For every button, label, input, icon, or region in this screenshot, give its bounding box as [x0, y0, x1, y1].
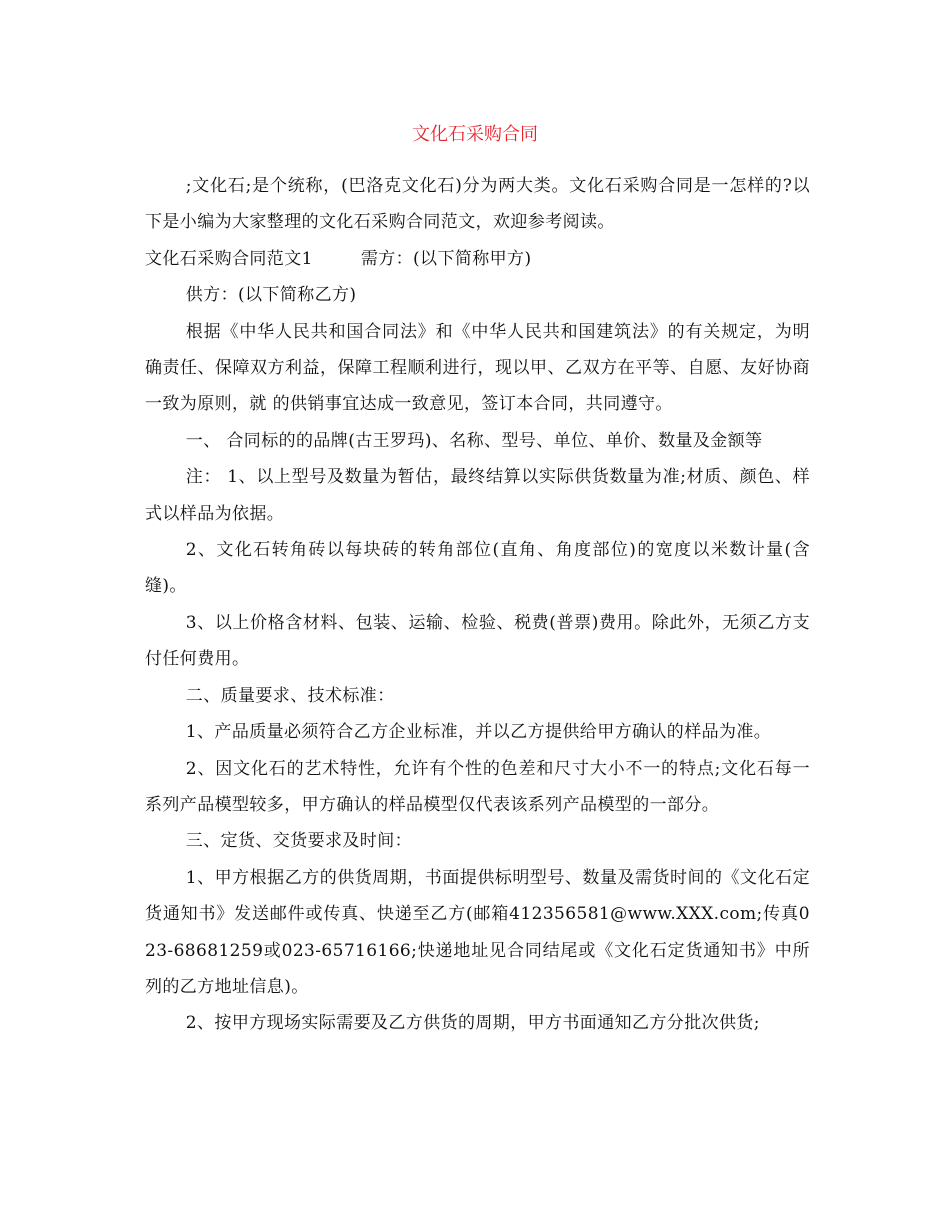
- paragraph-order-2: 2、按甲方现场实际需要及乙方供货的周期，甲方书面通知乙方分批次供货;: [185, 1013, 760, 1034]
- buyer-line: 需方：(以下简称甲方): [360, 248, 532, 269]
- paragraph-quality-2: 2、因文化石的艺术特性，允许有个性的色差和尺寸大小不一的特点;文化石每一系列产品模型较多，甲方确认的样品模型仅代表该系列产品模型的一部分。: [145, 758, 810, 815]
- intro-paragraph: ;文化石;是个统称，(巴洛克文化石)分为两大类。文化石采购合同是一怎样的?以下是小编为大家整理的文化石采购合同范文，欢迎参考阅读。: [145, 176, 810, 233]
- sample-heading: 文化石采购合同范文1: [145, 248, 313, 269]
- paragraph-quality-1: 1、产品质量必须符合乙方企业标准，并以乙方提供给甲方确认的样品为准。: [185, 722, 772, 743]
- paragraph-note-2: 2、文化石转角砖以每块砖的转角部位(直角、角度部位)的宽度以米数计量(含缝)。: [145, 540, 810, 597]
- paragraph-section-1: 一、 合同标的的品牌(古王罗玛)、名称、型号、单位、单价、数量及金额等: [185, 430, 763, 451]
- paragraph-section-3: 三、定货、交货要求及时间：: [185, 831, 412, 852]
- sample-heading-line: [145, 241, 810, 277]
- document-title: 文化石采购合同: [412, 124, 538, 145]
- paragraph-section-2: 二、质量要求、技术标准：: [185, 685, 395, 706]
- paragraph-legal-basis: 根据《中华人民共和国合同法》和《中华人民共和国建筑法》的有关规定，为明确责任、保障双方利益，保障工程顺利进行，现以甲、乙双方在平等、自愿、友好协商一致为原则，就 的供销事宜达成一致意见，签订本合同，共同遵守。: [145, 321, 810, 415]
- paragraph-note-1: 注： 1、以上型号及数量为暂估，最终结算以实际供货数量为准;材质、颜色、样式以样品为依据。: [145, 467, 810, 524]
- paragraph-note-3: 3、以上价格含材料、包装、运输、检验、税费(普票)费用。除此外，无须乙方支付任何费用。: [145, 612, 810, 670]
- paragraph-order-1: 1、甲方根据乙方的供货周期，书面提供标明型号、数量及需货时间的《文化石定货通知书》发送邮件或传真、快递至乙方(邮箱412356581@www.XXX.com;传真023-68681259或023-65716166;快递地址见合同结尾或《文化石定货通知书》中所列的乙方地址信息)。: [145, 867, 810, 997]
- document-body: [145, 168, 810, 1042]
- seller-line: 供方：(以下简称乙方): [185, 285, 357, 306]
